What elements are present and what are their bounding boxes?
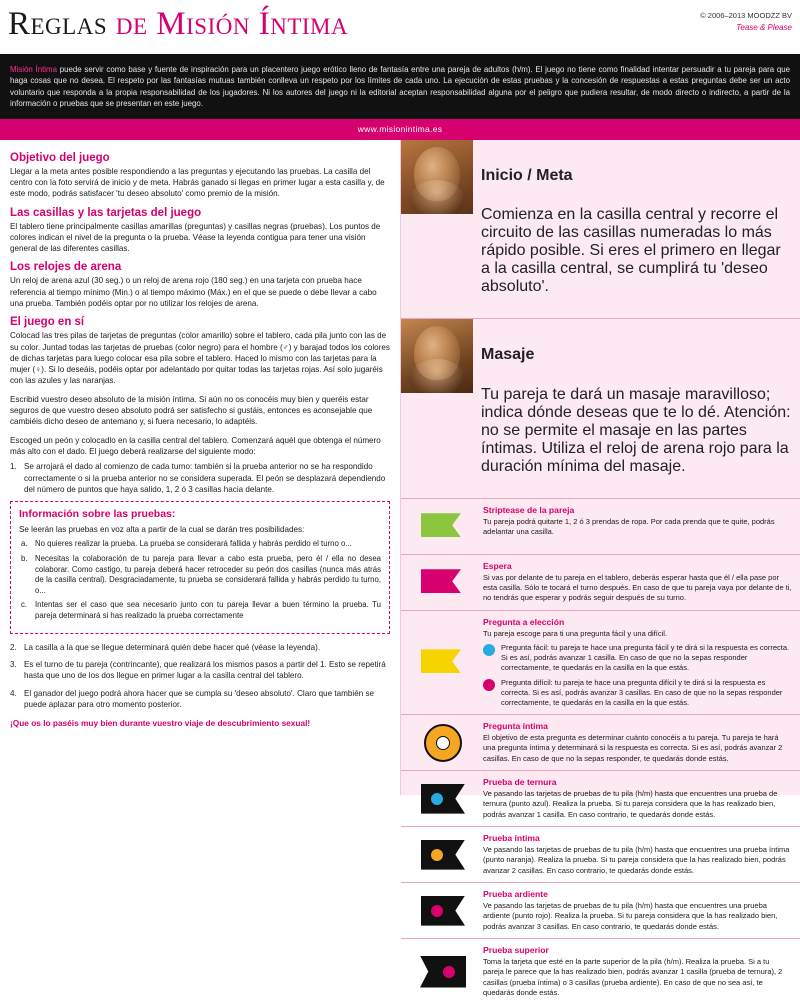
info-box-heading: Información sobre las pruebas:	[19, 508, 176, 521]
step-item-4	[10, 688, 390, 711]
magenta-dot-icon	[483, 679, 495, 691]
disc-orange-icon	[407, 721, 479, 764]
pawn-green-icon	[407, 505, 479, 548]
legend-row-espera	[401, 555, 800, 611]
title-part-1: Reglas	[8, 6, 108, 42]
legend-desc-inicio-meta: Comienza en la casilla central y recorre el circuito de las casillas numeradas lo más rápido posible. Si eres el primero en llegar a la casilla central, se cumplirá tu 'deseo absoluto'.	[481, 206, 781, 296]
intro-text: puede servir como base y fuente de inspiración para un placentero juego erótico lleno de fantasía entre una pareja de adultos (h/m). El juego no tiene como finalidad intentar persuadir a tu pareja para que haga cosas que no desea. El respeto por las fantasías mutuas también conlleva un respeto por los límites de cada uno. La ejecución de estas pruebas y la concesión de respuestas a estas preguntas debe ser un acto voluntario que responda a la propia responsabilidad de los jugadores. Ni los autores del juego ni la editorial aceptan responsabilidad alguna por el peligro que pudiera resultar, de modo directo o indirecto, a partir de la información o pruebas que se presentan en este juego.	[10, 65, 790, 109]
couple-photo-icon	[401, 140, 473, 214]
step-number-2: 2.	[10, 642, 17, 652]
legend-title-striptease: Striptease de la pareja	[483, 504, 575, 515]
step-text-2: La casilla a la que se llegue determinará quién debe hacer qué (véase la leyenda).	[24, 642, 321, 652]
legend-text-prueba-ardiente	[479, 889, 792, 932]
legend-desc-prueba-superior: Toma la tarjeta que esté en la parte superior de la pila (h/m). Realiza la prueba. Si a tu pareja le parece que la has realizado bien, podrás avanzar 1 casilla (prueba de ternura), 2 casillas (prueba íntima) o 3 casillas (prueba ardiente). En caso de que no sea así, te quedarás donde estás.	[483, 957, 783, 997]
legend-subtext-pregunta-facil: Pregunta fácil: tu pareja te hace una pregunta fácil y te dirá si la respuesta es correcta. Si es así, podrás avanzar 1 casilla. En caso de que no la sepas responder correctamente, te quedarás en la casilla en la que estás.	[501, 642, 790, 673]
steps-list-part1	[10, 461, 390, 495]
legend-text-pregunta-intima	[479, 721, 792, 764]
step-item-1	[10, 461, 390, 495]
legend-desc-pregunta-intima: El objetivo de esta pregunta es determinar cuánto conocéis a tu pareja. Tu pareja te hará una pregunta íntima y determinará si la respuesta es correcta. Si es así, podrás avanzar 2 casillas. En caso de que no la sepas responder, te quedarás donde estás.	[483, 733, 783, 763]
legend-desc-espera: Si vas por delante de tu pareja en el tablero, deberás esperar hasta que él / ella pase por esta casilla. Sólo te tocará el turno después. En caso de que tu pareja vaya por delante de ti, no tendrás que esperar y podrás seguir después de su turno.	[483, 572, 792, 603]
info-option-a-marker: a.	[21, 539, 28, 549]
info-option-c-marker: c.	[21, 600, 28, 610]
legend-subitem-pregunta-facil	[483, 643, 792, 674]
copyright-text: © 2006–2013 MOODZZ BV	[700, 11, 792, 20]
step-text-1: Se arrojará el dado al comienzo de cada turno: también si la prueba anterior no se ha respondido correctamente o si la prueba anterior no se considera superada. El peón se desplazará dependiendo del número de puntos que haya salido, 1, 2 ó 3 casillas hacia delante.	[24, 462, 386, 494]
token-orange-icon	[407, 833, 479, 876]
legend-desc-prueba-ardiente: Ve pasando las tarjetas de pruebas de tu pila (h/m) hasta que encuentres una prueba ardiente (punto rojo). Realiza la prueba. Si tu pareja considera que la has realizado bien, podrás avanzar 3 casillas. En caso contrario, te quedarás donde estás.	[483, 901, 778, 931]
section-heading-objetivo: Objetivo del juego	[10, 151, 110, 164]
info-box-pruebas	[10, 501, 390, 633]
title-part-2: de	[115, 6, 148, 42]
legend-title-prueba-ternura: Prueba de ternura	[483, 777, 557, 788]
page-header	[0, 0, 800, 56]
legend-title-inicio-meta: Inicio / Meta	[481, 166, 573, 184]
step-number-4: 4.	[10, 688, 17, 698]
info-option-b	[19, 554, 381, 596]
legend-title-prueba-superior: Prueba superior	[483, 945, 549, 956]
section-heading-relojes: Los relojes de arena	[10, 261, 122, 274]
legend-title-prueba-ardiente: Prueba ardiente	[483, 889, 548, 900]
main-columns	[0, 140, 800, 997]
legend-text-prueba-superior	[479, 945, 792, 998]
pawn-yellow-icon	[407, 617, 479, 708]
legend-row-masaje	[401, 319, 800, 499]
section-text-casillas: El tablero tiene principalmente casillas amarillas (preguntas) y casillas negras (pruebas). Los puntos de colores indican el nivel de la pregunta o la prueba. Véase la leyenda contigua para tener una visión general de las diferentes casillas.	[10, 221, 381, 254]
title-part-3: Misión Íntima	[156, 6, 349, 42]
legend-row-striptease	[401, 499, 800, 555]
section-text-juego: Colocad las tres pilas de tarjetas de preguntas (color amarillo) sobre el tablero, cada pila junto con las de su color. Juntad todas las tarjetas de pruebas (color negro) para el hombre (♂) y barajad todos los colores de dichas tarjetas para luego colocar esa pila sobre el tablero. Haced lo mismo con las tarjetas para la mujer (♀). Si lo deseáis, podéis optar por adelantado por quitar todas las tarjetas rojas. Así solo jugaréis con las azules y las naranjas.	[10, 331, 390, 386]
info-option-a-text: No quieres realizar la prueba. La prueba se considerará fallida y habrás perdido el turno o...	[35, 539, 352, 549]
step-item-3	[10, 659, 390, 682]
legend-desc-pregunta-eleccion: Tu pareja escoge para ti una pregunta fácil y una difícil.	[483, 628, 667, 638]
cyan-dot-icon	[483, 644, 495, 656]
legend-title-pregunta-eleccion: Pregunta a elección	[483, 616, 565, 627]
legend-subitem-pregunta-dificil	[483, 678, 792, 709]
legend-row-prueba-ternura	[401, 771, 800, 827]
legend-title-prueba-intima: Prueba íntima	[483, 833, 540, 844]
paragraph-peon: Escoged un peón y colocadlo en la casilla central del tablero. Comenzará aquél que obtenga el número más alto con el dado. El juego deberá realizarse del siguiente modo:	[10, 435, 381, 456]
info-option-c-text: Intentas ser el caso que sea necesario junto con tu pareja llevar a buen término la prueba. Tu pareja determinará si has realizado la prueba correctamente	[35, 600, 381, 621]
brand-name: Tease & Please	[736, 23, 792, 32]
legend-desc-prueba-ternura: Ve pasando las tarjetas de pruebas de tu pila (h/m) hasta que encuentres una prueba de ternura (punto azul). Realiza la prueba. Si tu pareja considera que la has realizado bien, podrás avanzar 1 casilla. En caso contrario, te quedarás donde estás.	[483, 789, 778, 819]
step-number-3: 3.	[10, 659, 17, 669]
pawn-magenta-icon	[407, 561, 479, 604]
token-cyan-icon	[407, 777, 479, 820]
section-text-objetivo: Llegar a la meta antes posible respondiendo a las preguntas y ejecutando las pruebas. La casilla del centro con la foto servirá de inicio y de meta. Habrás ganado si llegas en primer lugar a esta casilla y, de este modo, podrás satisfacer 'tu deseo absoluto' como premio de la misión.	[10, 166, 385, 199]
steps-list-part2	[10, 642, 390, 710]
legend-text-prueba-intima	[479, 833, 792, 876]
step-text-3: Es el turno de tu pareja (contrincante), que realizará los mismos pasos a partir del 1. Esto se repetirá hasta que uno de los dos llegue en primer lugar a la casilla central del tablero.	[24, 659, 386, 681]
legend-title-pregunta-intima: Pregunta íntima	[483, 721, 548, 732]
info-option-b-marker: b.	[21, 554, 28, 564]
legend-title-masaje: Masaje	[481, 346, 535, 364]
closing-message: ¡Que os lo paséis muy bien durante vuestro viaje de descubrimiento sexual!	[10, 718, 311, 729]
legend-text-pregunta-eleccion	[479, 617, 792, 708]
rules-column	[0, 140, 400, 795]
legend-row-inicio-meta	[401, 140, 800, 320]
intro-lead: Misión Íntima	[10, 65, 58, 74]
legend-row-prueba-superior	[401, 939, 800, 1004]
legend-desc-striptease: Tu pareja podrá quitarte 1, 2 ó 3 prendas de ropa. Por cada prenda que te quite, podrás adelantar una casilla.	[483, 516, 775, 536]
legend-text-espera	[479, 561, 792, 604]
legend-text-prueba-ternura	[479, 777, 792, 820]
copyright-block	[700, 10, 792, 34]
legend-row-prueba-intima	[401, 827, 800, 883]
info-box-intro: Se leerán las pruebas en voz alta a partir de la cual se darán tres posibilidades:	[19, 525, 305, 535]
paragraph-deseo-absoluto: Escribid vuestro deseo absoluto de la misión íntima. Si aún no os conocéis muy bien y queréis estar seguros de que vuestro deseo absoluto podrá ser satisfecho si gustáis, entonces es aconsejable que cambiéis dicho deseo de antemano y, si fuera necesario, lo adaptéis.	[10, 394, 373, 427]
step-text-4: El ganador del juego podrá ahora hacer que se cumpla su 'deseo absoluto'. Claro que también se puede aplazar para otro momento posterior.	[24, 688, 375, 709]
massage-photo-icon	[401, 319, 473, 393]
legend-text-striptease	[479, 505, 792, 548]
intro-disclaimer	[0, 56, 800, 119]
section-text-relojes: Un reloj de arena azul (30 seg.) o un reloj de arena rojo (180 seg.) en una tarjeta con prueba hace referencia al tiempo mínimo (Min.) o al tiempo máximo (Máx.) en el que se puede o debe llevar a cabo una prueba. También podéis optar por no utilizar los relojes de arena.	[10, 276, 377, 308]
step-number-1: 1.	[10, 462, 17, 472]
step-item-2	[10, 642, 390, 653]
legend-subtext-pregunta-dificil: Pregunta difícil: tu pareja te hace una pregunta difícil y te dirá si la respuesta es correcta. Si es así, podrás avanzar 3 casillas. En caso de que no la sepas responder correctamente, te quedarás en la casilla en la que estás.	[501, 677, 783, 707]
legend-desc-masaje: Tu pareja te dará un masaje maravilloso; indica dónde deseas que te lo dé. Atención: no se permite el masaje en las partes íntimas. Utiliza el reloj de arena rojo para la duración mínima del masaje.	[481, 385, 791, 475]
legend-title-espera: Espera	[483, 560, 512, 571]
info-option-c	[19, 600, 381, 621]
token-magenta-icon	[407, 889, 479, 932]
legend-text-masaje	[473, 319, 800, 498]
section-heading-casillas: Las casillas y las tarjetas del juego	[10, 206, 202, 219]
legend-row-pregunta-eleccion	[401, 611, 800, 715]
info-option-b-text: Necesitas la colaboración de tu pareja para llevar a cabo esta prueba, pero él / ella no desea colaborar. Como castigo, tu pareja deberá hacer retroceder su peón dos casillas (nunca más atrás de la casilla central). Desgraciadamente, tu prueba se considerará fallida y habrás perdido tu turno, o...	[35, 554, 381, 595]
website-url[interactable]: www.misionintima.es	[0, 119, 800, 140]
pentagon-magenta-icon	[407, 945, 479, 998]
legend-text-inicio-meta	[473, 140, 800, 319]
legend-desc-prueba-intima: Ve pasando las tarjetas de pruebas de tu pila (h/m) hasta que encuentres una prueba íntima (punto naranja). Realiza la prueba. Si tu pareja considera que la has realizado bien, podrás avanzar 2 casillas. En caso contrario, te quedarás donde estás.	[483, 845, 790, 875]
info-option-a	[19, 539, 381, 550]
section-heading-juego: El juego en sí	[10, 316, 85, 329]
info-box-options	[19, 539, 381, 621]
page-title	[8, 4, 792, 44]
legend-row-pregunta-intima	[401, 715, 800, 771]
legend-column	[400, 140, 800, 997]
legend-row-prueba-ardiente	[401, 883, 800, 939]
